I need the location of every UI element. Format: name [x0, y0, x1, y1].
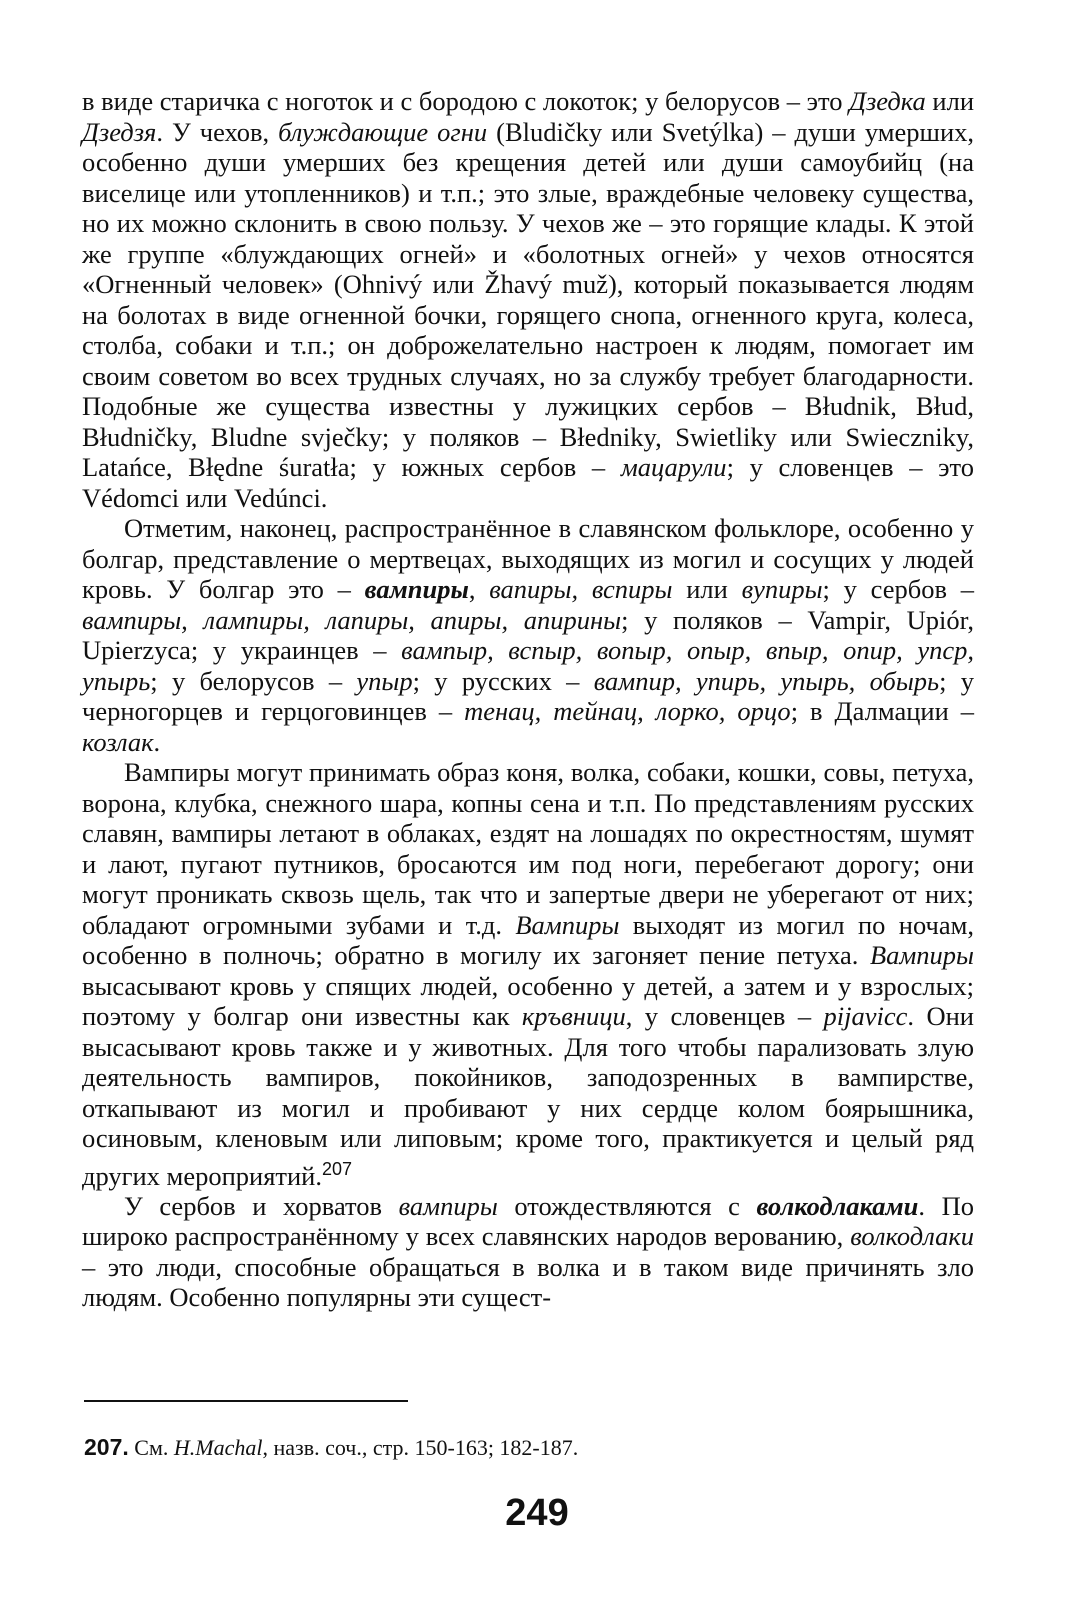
footnote-pre: См. [128, 1435, 174, 1460]
footnote-number: 207. [84, 1434, 129, 1460]
paragraph [82, 513, 974, 757]
text-run: (Bludičky или Svetýlka) – души умерших, особенно души умерших без крещения детей или души самоубийц (на виселице или утопленников) и т.п.; это злые, враждебные человеку существа, но их можно склонить в свою пользу. У чехов же – это горящие клады. К этой же группе «блуждающих огней» и «болотных огней» у чехов относятся «Огненный человек» (Ohnivý или Žhavý muž), который показывается людям на болотах в виде огненной бочки, горящего снопа, огненного круга, колеса, столба, собаки и т.п.; он доброжелательно настроен к людям, помогает им своим советом во всех трудных случаях, но за службу требует благодарности. Подобные же существа известны у лужицких сербов – Błudnik, Błud, Błudničky, Bludne svječky; у поляков – Błedniky, Swietliky или Swieczniky, Latańce, Błędne śuratła; у южных сербов – [82, 116, 974, 482]
footnote-author: H.Machal [173, 1435, 263, 1460]
text-run: вампир, упирь, упырь, обырь [593, 665, 940, 696]
text-run: Вампиры [869, 940, 974, 970]
text-run: или [672, 574, 742, 604]
text-run: ; в Далмации – [790, 696, 974, 726]
footnote-divider [84, 1400, 408, 1402]
text-run: ; у поляков – Vampir, Upiór, Upierzyca; у украинцев – [82, 604, 974, 665]
text-run: , у словенцев – [625, 1001, 824, 1031]
text-run: . [153, 726, 161, 757]
footnote-ref: 207 [321, 1158, 353, 1179]
footnote-post: , назв. соч., стр. 150-163; 182-187. [262, 1435, 579, 1460]
text-run: козлак [82, 726, 154, 757]
text-run: волкодлаками [756, 1190, 919, 1221]
text-run: ; у сербов – [822, 574, 974, 604]
text-run: Вампиры могут принимать образ коня, волка, собаки, кошки, совы, петуха, ворона, клубка, снежного шара, копны сена и т.п. По представлениям русских славян, вампиры летают в облаках, ездят на лошадях по окрестностям, шумят и лают, пугают путников, бросаются им под ноги, перебегают дорогу; они могут проникать сквозь щель, так что и запертые двери не уберегают от них; обладают огромными зубами и т.д. [82, 757, 974, 940]
text-run: отождествляются с [497, 1190, 757, 1221]
text-run: Дзедка [849, 86, 926, 116]
text-run: волкодлаки [850, 1221, 974, 1252]
text-run: pijavicc [823, 1001, 908, 1031]
text-run: или [925, 86, 974, 116]
text-run: . У чехов, [156, 116, 279, 147]
text-run: , [468, 574, 490, 604]
text-run: ; у русских – [412, 665, 594, 696]
text-run: выходят из могил по ночам, особенно в полночь; обратно в могилу их загоняет пение петуха. [82, 909, 974, 970]
footnote [84, 1434, 976, 1461]
text-run: высасывают кровь у спящих людей, особенно у детей, а затем и у взрослых; поэтому у болгар они известны как [82, 970, 974, 1031]
text-run: вампиры [398, 1190, 498, 1221]
text-run: вампиры [364, 574, 469, 604]
text-run: . По широко распространённому у всех славянских народов верованию, [82, 1190, 975, 1252]
text-run: – это люди, способные обращаться в волка и в таком виде причинять зло людям. Особенно популярны эти сущест- [82, 1251, 974, 1313]
text-run: блуждающие огни [278, 116, 488, 147]
text-run: вапиры, вспиры [489, 574, 673, 604]
text-run: тенац, тейнац, лорко, орцо [464, 696, 791, 726]
page-number: 249 [505, 1492, 569, 1534]
text-run: ; у белорусов – [150, 665, 357, 696]
paragraph [82, 1191, 974, 1313]
paragraph [82, 757, 974, 1191]
text-run: в виде старичка с ноготок и с бородою с локоток; у белорусов – это [82, 86, 850, 116]
text-run: вупиры [741, 574, 823, 604]
text-run: Вампиры [515, 909, 620, 940]
text-run: Дзедзя [82, 116, 157, 147]
text-run: ; у черногорцев и герцоговинцев – [82, 665, 974, 726]
text-run: вампиры, лампиры, лапиры, апиры, апирины [82, 604, 622, 635]
text-run: мацарули [620, 452, 727, 482]
paragraph [82, 86, 974, 513]
body-text [82, 86, 974, 1313]
text-run: Отметим, наконец, распространённое в славянском фольклоре, особенно у болгар, представление о мертвецах, выходящих из могил и сосущих у людей кровь. У болгар это – [82, 513, 974, 604]
text-run: ; у словенцев – это Védomci или Vedúnci. [82, 452, 974, 513]
text-run: упыр [356, 665, 413, 696]
text-run: кръвници [521, 1001, 626, 1031]
text-run: У сербов и хорватов [124, 1190, 399, 1221]
text-run: . Они высасывают кровь также и у животных. Для того чтобы парализовать злую деятельность вампиров, покойников, заподозренных в вампирстве, откапывают из могил и пробивают у них сердце колом боярышника, осиновым, кленовым или липовым; кроме того, практикуется и целый ряд других мероприятий. [82, 1001, 974, 1191]
text-run: вампыр, вспыр, вопыр, опыр, впыр, опир, упср, упырь [82, 635, 974, 696]
